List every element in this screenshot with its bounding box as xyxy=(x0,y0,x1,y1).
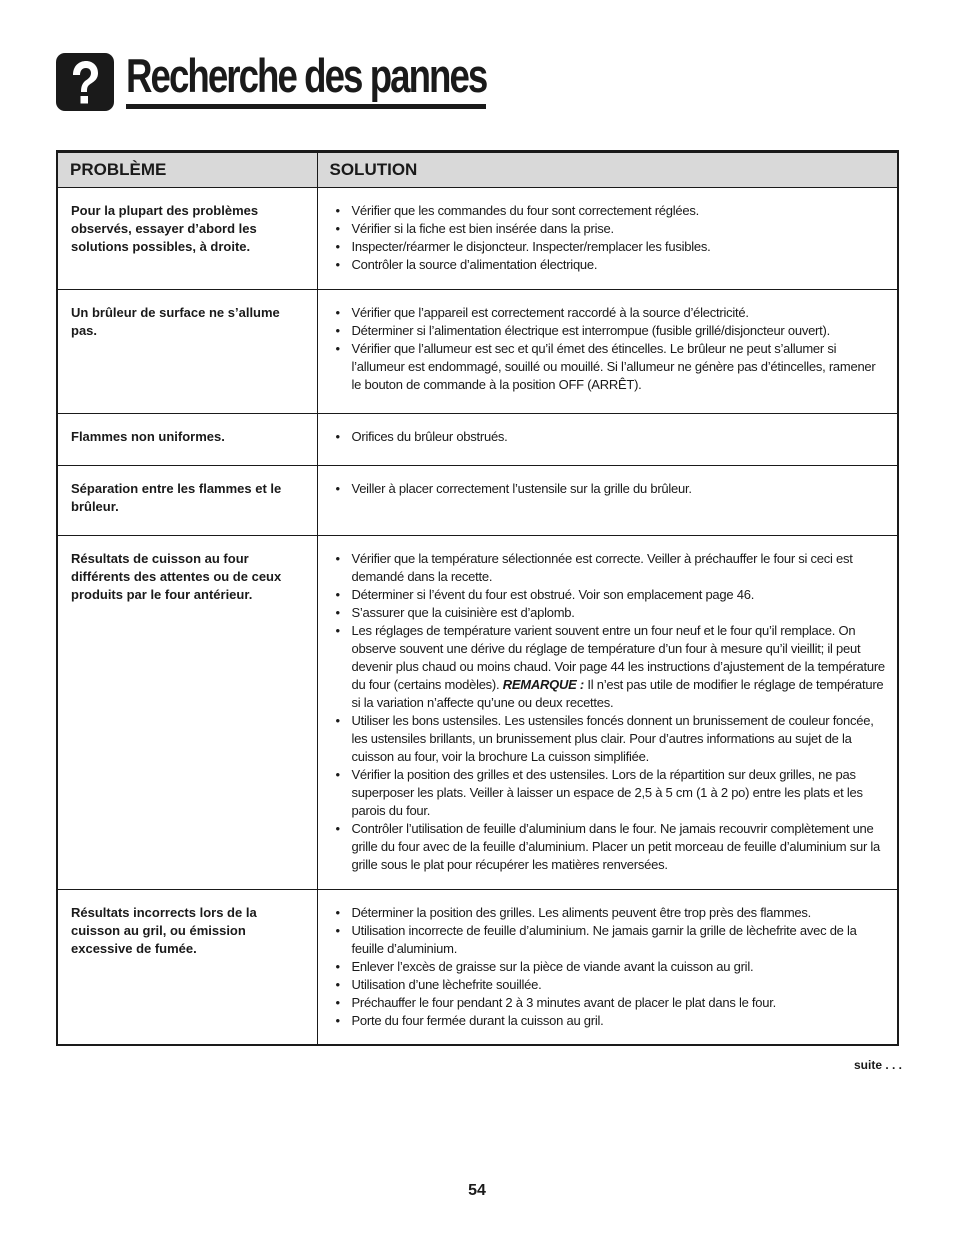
temperature-note-text: Les réglages de température varient souvent entre un four neuf et le four qu’il remplace. On observe souvent une dérive du réglage de température d’un four à mesure qu’il vieillit; il peut devenir plus chaud ou moins chaud. Voir page 44 les instructions d’ajustement de la température du four (certains modèles). xyxy=(351,623,885,692)
problem-column-header: PROBLÈME xyxy=(57,152,317,188)
list-item: • Utilisation incorrecte de feuille d’aluminium. Ne jamais garnir la grille de lèchefrite avec de la feuille d’aluminium. xyxy=(336,922,888,958)
solution-list xyxy=(336,550,888,874)
solution-cell xyxy=(317,536,898,890)
continued-note: suite . . . xyxy=(853,1058,902,1072)
list-item: • Inspecter/réarmer le disjoncteur. Inspecter/remplacer les fusibles. xyxy=(336,238,888,256)
list-item: • S’assurer que la cuisinière est d’aplomb. xyxy=(336,604,888,622)
list-item: • Vérifier si la fiche est bien insérée dans la prise. xyxy=(336,220,888,238)
table-row xyxy=(57,466,898,536)
list-item: • Vérifier que la température sélectionnée est correcte. Veiller à préchauffer le four si ceci est demandé dans la recette. xyxy=(336,550,888,586)
list-item: • Utilisation d’une lèchefrite souillée. xyxy=(336,976,888,994)
list-item: • Déterminer si l’alimentation électrique est interrompue (fusible grillé/disjoncteur ouvert). xyxy=(336,322,888,340)
solution-list xyxy=(336,304,888,394)
list-item: • Porte du four fermée durant la cuisson au gril. xyxy=(336,1012,888,1030)
list-item: • Enlever l’excès de graisse sur la pièce de viande avant la cuisson au gril. xyxy=(336,958,888,976)
list-item: • Contrôler la source d’alimentation électrique. xyxy=(336,256,888,274)
list-item: • Vérifier la position des grilles et des ustensiles. Lors de la répartition sur deux grilles, ne pas superposer les plats. Veiller à laisser un espace de 2,5 à 5 cm (1 à 2 po) entre les plats et les parois du four. xyxy=(336,766,888,820)
solution-list xyxy=(336,480,888,498)
problem-cell: Pour la plupart des problèmes observés, essayer d’abord les solutions possibles, à droite. xyxy=(57,188,317,290)
troubleshooting-table xyxy=(56,150,899,1046)
solution-list xyxy=(336,202,888,274)
solution-cell xyxy=(317,890,898,1046)
table-row xyxy=(57,890,898,1046)
list-item: • Déterminer la position des grilles. Les aliments peuvent être trop près des flammes. xyxy=(336,904,888,922)
solution-list xyxy=(336,428,888,446)
list-item: • Utiliser les bons ustensiles. Les ustensiles foncés donnent un brunissement de couleur foncée, les ustensiles brillants, un brunissement plus clair. Pour d’autres informations au sujet de la cuisson au four, voir la brochure La cuisson simplifiée. xyxy=(336,712,888,766)
solution-cell xyxy=(317,188,898,290)
remark-text: Il n’est pas utile de modifier le réglage de température si la variation n’affecte qu’une ou deux recettes. xyxy=(351,677,884,710)
solution-column-header: SOLUTION xyxy=(317,152,898,188)
solution-cell xyxy=(317,290,898,414)
list-item: • Contrôler l’utilisation de feuille d’aluminium dans le four. Ne jamais recouvrir complètement une grille du four avec de la feuille d’aluminium. Placer un petit morceau de feuille d’aluminium sur la grille sous le plat pour récupérer les matières renversées. xyxy=(336,820,888,874)
table-row xyxy=(57,188,898,290)
list-item: • Préchauffer le four pendant 2 à 3 minutes avant de placer le plat dans le four. xyxy=(336,994,888,1012)
page-title: Recherche des pannes xyxy=(126,49,487,102)
list-item: • Déterminer si l’évent du four est obstrué. Voir son emplacement page 46. xyxy=(336,586,888,604)
question-mark-icon xyxy=(56,53,114,111)
title-underline xyxy=(126,104,486,109)
list-item: • Veiller à placer correctement l’ustensile sur la grille du brûleur. xyxy=(336,480,888,498)
list-item: • Vérifier que l’allumeur est sec et qu’il émet des étincelles. Le brûleur ne peut s’allumer si l’allumeur est endommagé, souillé ou mouillé. Si l’allumeur ne génère pas d’étincelles, ramener le bouton de commande à la position OFF (ARRÊT). xyxy=(336,340,888,394)
page-number: 54 xyxy=(468,1182,486,1199)
solution-list xyxy=(336,904,888,1030)
table-row xyxy=(57,290,898,414)
table-header-row xyxy=(57,152,898,188)
table-row xyxy=(57,536,898,890)
problem-cell: Séparation entre les flammes et le brûleur. xyxy=(57,466,317,536)
list-item xyxy=(336,622,888,712)
remark-label: REMARQUE : xyxy=(502,677,585,692)
problem-cell: Flammes non uniformes. xyxy=(57,414,317,466)
list-item: • Orifices du brûleur obstrués. xyxy=(336,428,888,446)
problem-cell: Résultats de cuisson au four différents des attentes ou de ceux produits par le four antérieur. xyxy=(57,536,317,890)
list-item: • Vérifier que l’appareil est correctement raccordé à la source d’électricité. xyxy=(336,304,888,322)
table-row xyxy=(57,414,898,466)
list-item: • Vérifier que les commandes du four sont correctement réglées. xyxy=(336,202,888,220)
problem-cell: Un brûleur de surface ne s’allume pas. xyxy=(57,290,317,414)
problem-cell: Résultats incorrects lors de la cuisson au gril, ou émission excessive de fumée. xyxy=(57,890,317,1046)
solution-cell xyxy=(317,414,898,466)
solution-cell xyxy=(317,466,898,536)
